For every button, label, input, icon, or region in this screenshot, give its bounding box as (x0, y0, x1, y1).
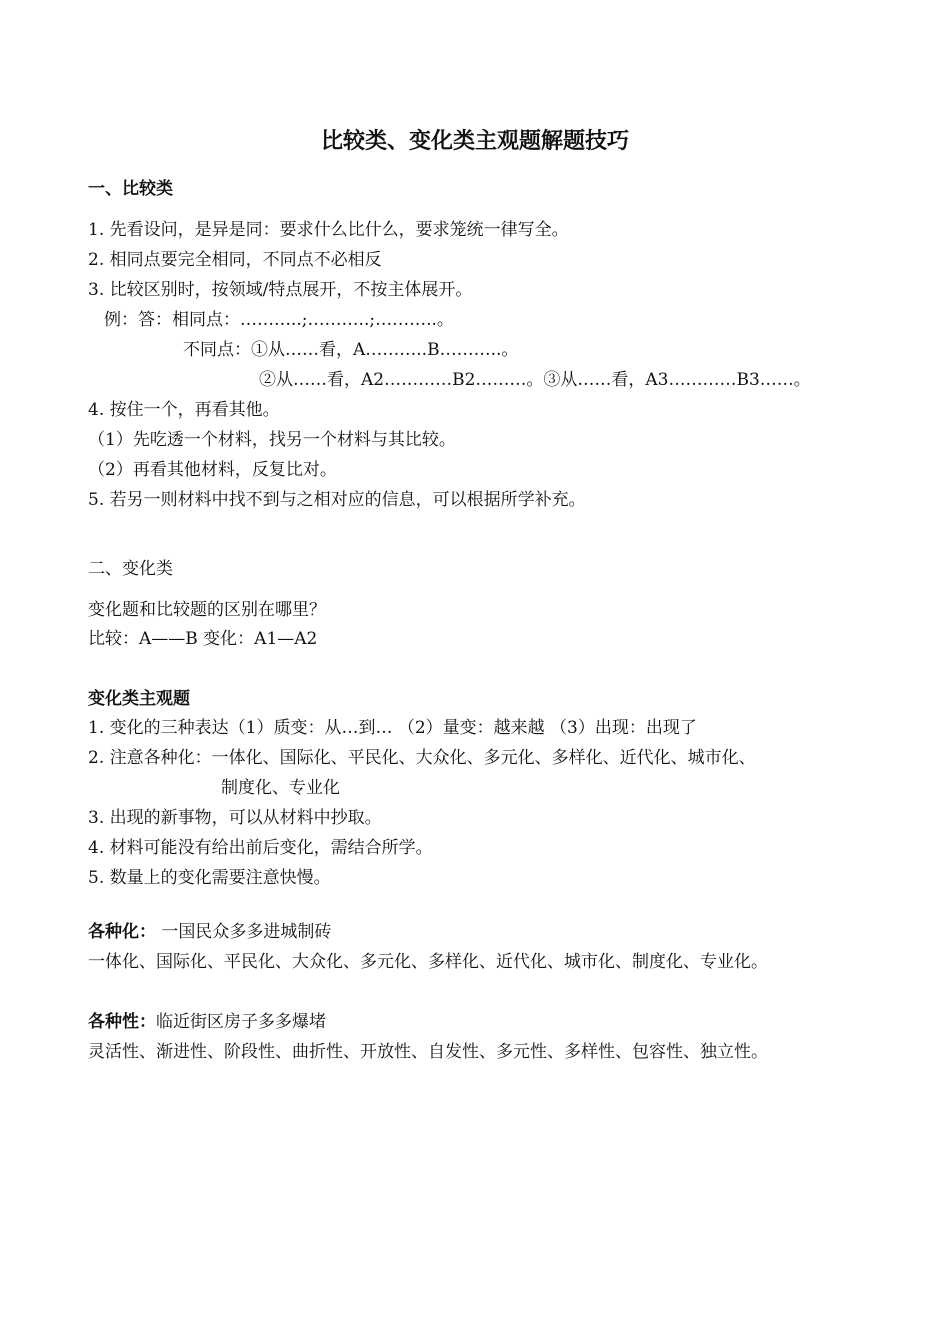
hua-list: 一体化、国际化、平民化、大众化、多元化、多样化、近代化、城市化、制度化、专业化。 (88, 952, 768, 972)
change-question: 变化题和比较题的区别在哪里？ (88, 600, 326, 620)
comparison-item-4a: （1）先吃透一个材料，找另一个材料与其比较。 (88, 430, 456, 450)
comparison-item-3: 3. 比较区别时，按领域/特点展开，不按主体展开。 (88, 280, 473, 300)
change-item-1: 1. 变化的三种表达（1）质变：从…到… （2）量变：越来越 （3）出现：出现了 (88, 718, 697, 738)
comparison-item-4b: （2）再看其他材料，反复比对。 (88, 460, 337, 480)
comparison-item-1: 1. 先看设问，是异是同：要求什么比什么，要求笼统一律写全。 (88, 220, 569, 240)
section-heading-comparison: 一、比较类 (88, 179, 173, 199)
hua-label: 各种化： (88, 922, 156, 942)
comparison-example-1: 例：答：相同点：………..;………..;………..。 (104, 310, 454, 330)
change-item-5: 5. 数量上的变化需要注意快慢。 (88, 868, 331, 888)
comparison-example-3: ②从……看，A2…………B2………。③从……看，A3…………B3……。 (259, 370, 811, 390)
change-compare: 比较：A——B 变化：A1—A2 (88, 629, 318, 649)
page-title: 比较类、变化类主观题解题技巧 (320, 129, 629, 154)
change-item-2-continued: 制度化、专业化 (221, 778, 340, 798)
change-item-3: 3. 出现的新事物，可以从材料中抄取。 (88, 808, 382, 828)
change-subheading: 变化类主观题 (88, 689, 190, 709)
xing-list: 灵活性、渐进性、阶段性、曲折性、开放性、自发性、多元性、多样性、包容性、独立性。 (88, 1042, 768, 1062)
change-item-2: 2. 注意各种化：一体化、国际化、平民化、大众化、多元化、多样化、近代化、城市化、 (88, 748, 756, 768)
section-heading-change: 二、变化类 (88, 559, 173, 579)
hua-mnemonic: 一国民众多多进城制砖 (156, 922, 332, 942)
comparison-example-2: 不同点：①从……看，A………..B………..。 (183, 340, 519, 360)
comparison-item-4: 4. 按住一个，再看其他。 (88, 400, 280, 420)
comparison-item-2: 2. 相同点要完全相同，不同点不必相反 (88, 250, 382, 270)
change-item-4: 4. 材料可能没有给出前后变化，需结合所学。 (88, 838, 433, 858)
xing-label: 各种性： (88, 1012, 156, 1032)
comparison-item-5: 5. 若另一则材料中找不到与之相对应的信息，可以根据所学补充。 (88, 490, 586, 510)
hua-mnemonic-line (88, 921, 331, 943)
xing-mnemonic: 临近街区房子多多爆堵 (156, 1012, 326, 1032)
xing-mnemonic-line (88, 1011, 326, 1033)
